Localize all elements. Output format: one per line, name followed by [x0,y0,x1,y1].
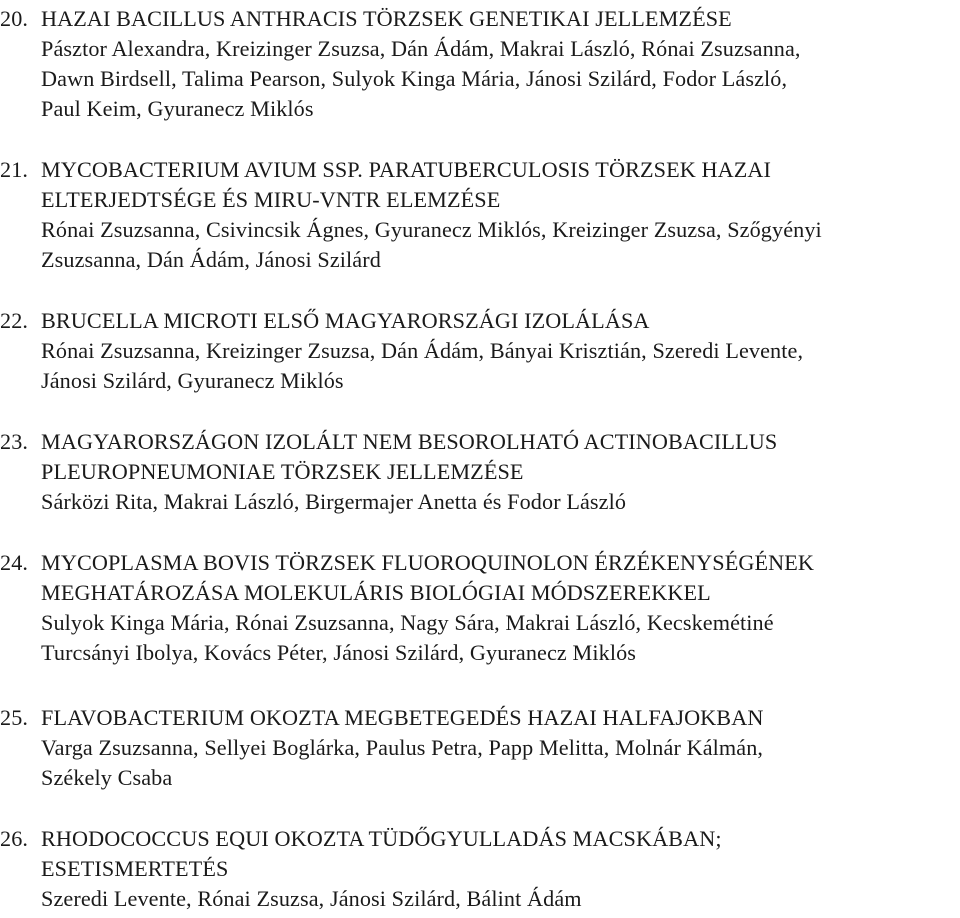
author-line: Paul Keim, Gyuranecz Miklós [41,96,314,121]
entry-number: 26. [0,826,29,851]
title-line: MYCOBACTERIUM AVIUM SSP. PARATUBERCULOSIS TÖRZSEK HAZAI [41,157,772,182]
author-line: Sulyok Kinga Mária, Rónai Zsuzsanna, Nagy Sára, Makrai László, Kecskemétiné [41,610,774,635]
title-line: FLAVOBACTERIUM OKOZTA MEGBETEGEDÉS HAZAI HALFAJOKBAN [41,705,764,730]
entry-title [0,548,960,578]
entry-22 [0,306,960,396]
entry-26 [0,824,960,914]
author-line: Dawn Birdsell, Talima Pearson, Sulyok Kinga Mária, Jánosi Szilárd, Fodor László, [41,66,788,91]
entry-number: 22. [0,308,29,333]
title-line: ESETISMERTETÉS [41,856,229,881]
entry-title [0,427,960,457]
entry-number: 24. [0,550,29,575]
title-line: BRUCELLA MICROTI ELSŐ MAGYARORSZÁGI IZOLÁLÁSA [41,308,650,333]
title-line: PLEUROPNEUMONIAE TÖRZSEK JELLEMZÉSE [41,459,524,484]
entry-title [0,306,960,336]
entry-number: 25. [0,705,29,730]
author-line: Jánosi Szilárd, Gyuranecz Miklós [41,368,344,393]
author-line: Rónai Zsuzsanna, Csivincsik Ágnes, Gyuranecz Miklós, Kreizinger Zsuzsa, Szőgyényi [41,217,822,242]
title-line: MEGHATÁROZÁSA MOLEKULÁRIS BIOLÓGIAI MÓDSZEREKKEL [41,580,711,605]
title-line: RHODOCOCCUS EQUI OKOZTA TÜDŐGYULLADÁS MACSKÁBAN; [41,826,722,851]
entry-23 [0,427,960,517]
author-line: Pásztor Alexandra, Kreizinger Zsuzsa, Dán Ádám, Makrai László, Rónai Zsuzsanna, [41,36,801,61]
entry-title [0,824,960,854]
author-line: Zsuzsanna, Dán Ádám, Jánosi Szilárd [41,247,381,272]
title-line: MYCOPLASMA BOVIS TÖRZSEK FLUOROQUINOLON ÉRZÉKENYSÉGÉNEK [41,550,815,575]
entry-number: 23. [0,429,29,454]
title-line: ELTERJEDTSÉGE ÉS MIRU-VNTR ELEMZÉSE [41,187,501,212]
author-line: Turcsányi Ibolya, Kovács Péter, Jánosi Szilárd, Gyuranecz Miklós [41,640,637,665]
entry-21 [0,155,960,275]
author-line: Rónai Zsuzsanna, Kreizinger Zsuzsa, Dán Ádám, Bányai Krisztián, Szeredi Levente, [41,338,804,363]
author-line: Varga Zsuzsanna, Sellyei Boglárka, Paulus Petra, Papp Melitta, Molnár Kálmán, [41,735,764,760]
entry-title [0,703,960,733]
author-line: Sárközi Rita, Makrai László, Birgermajer Anetta és Fodor László [41,489,627,514]
author-line: Székely Csaba [41,765,173,790]
title-line: HAZAI BACILLUS ANTHRACIS TÖRZSEK GENETIKAI JELLEMZÉSE [41,6,732,31]
entry-title [0,155,960,185]
entry-24 [0,548,960,668]
author-line: Szeredi Levente, Rónai Zsuzsa, Jánosi Szilárd, Bálint Ádám [41,886,582,911]
entry-25 [0,703,960,793]
entry-number: 20. [0,6,29,31]
entry-number: 21. [0,157,29,182]
entry-title [0,4,960,34]
title-line: MAGYARORSZÁGON IZOLÁLT NEM BESOROLHATÓ ACTINOBACILLUS [41,429,778,454]
entry-20 [0,4,960,124]
